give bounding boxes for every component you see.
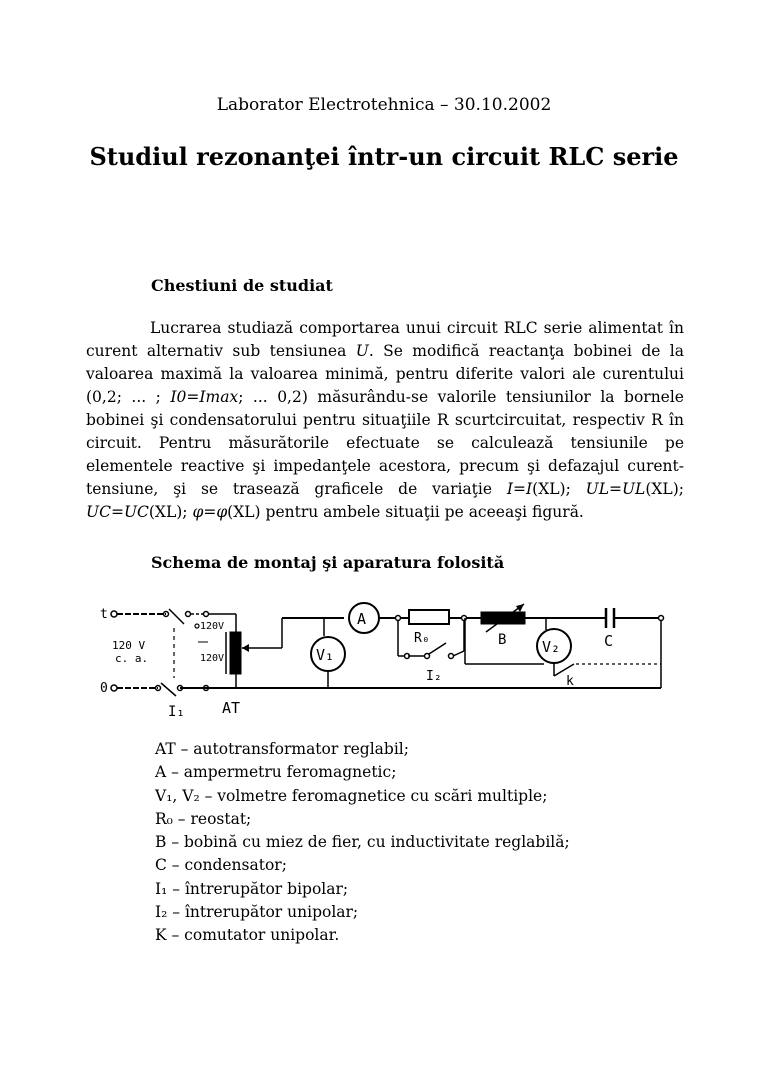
section-heading-schema: Schema de montaj şi aparatura folosită <box>151 553 505 572</box>
legend-item: I₁ – întrerupător bipolar; <box>155 879 349 898</box>
formula-part: (XL); <box>148 503 193 521</box>
para-text: ; ... 0,2) măsurându-se valorile tensiunilor la bornele bobinei şi condensatorului pentru situaţiile R scurtcircuitat, respectiv R în circuit. Pentru măsurătorile efectuate se calculează tensiunile pe elementele reactive şi impedanţele acestora, precum şi defazajul curent-tensiune, şi se trasează graficele de variaţie <box>86 388 684 498</box>
rheostat-r0 <box>409 610 449 624</box>
tap-mid-label: 120V <box>200 653 225 664</box>
section-paragraph <box>86 317 684 524</box>
formula-part: φ <box>216 503 228 521</box>
equipment-legend <box>155 738 570 948</box>
switch-i2-blade <box>429 643 446 654</box>
autotransformer-core <box>230 632 241 674</box>
legend-item: I₂ – întrerupător unipolar; <box>155 903 359 922</box>
formula-part: (XL); <box>645 480 684 498</box>
legend-item: C – condensator; <box>155 856 287 875</box>
legend-item: A – ampermetru feromagnetic; <box>155 763 397 782</box>
legend-item: B – bobină cu miez de fier, cu inductivitate reglabilă; <box>155 833 570 852</box>
ammeter-label: A <box>357 610 367 628</box>
section-heading-chestiuni: Chestiuni de studiat <box>151 276 333 295</box>
coil-b-label: B <box>498 632 507 648</box>
para-text: Lucrarea studiază comportarea unui circuit RLC serie alimentat în curent alternativ sub tensiunea <box>86 319 684 360</box>
para-var: I0 <box>170 388 187 406</box>
page-title: Studiul rezonanţei într-un circuit RLC serie <box>89 142 679 171</box>
autotransformer-label: AT <box>222 699 241 717</box>
formula-part: = <box>513 480 527 498</box>
legend-item: R₀ – reostat; <box>155 809 252 828</box>
rheostat-r0-label: R₀ <box>414 631 430 646</box>
formula-part: (XL); <box>532 480 586 498</box>
formula-part: UC <box>123 503 149 521</box>
switch-i2-label: I₂ <box>426 669 442 684</box>
formula-part: = <box>110 503 124 521</box>
switch-i1-blade-top <box>169 609 184 624</box>
circuit-diagram <box>96 596 676 721</box>
source-type-label: c. a. <box>115 652 149 665</box>
formula-part: = <box>608 480 622 498</box>
para-var: Imax <box>199 388 239 406</box>
legend-item: K – comutator unipolar. <box>155 926 340 945</box>
source-top-terminal <box>111 611 117 617</box>
legend-item: AT – autotransformator reglabil; <box>155 740 409 758</box>
formula-part: φ <box>192 503 204 521</box>
formula-part: (XL) <box>227 503 261 521</box>
page-header: Laborator Electrotehnica – 30.10.2002 <box>216 95 552 115</box>
source-bottom-label: 0 <box>100 681 108 696</box>
para-text: . Se modifică reactanţa bobinei de la valoarea maximă la valoarea minimă, pentru diferite valori ale curentului (0,2; ... ; <box>86 342 685 406</box>
formula-part: I <box>506 480 514 498</box>
para-var: U <box>355 342 369 360</box>
para-text: = <box>186 388 200 406</box>
commutator-k-label: k <box>566 674 574 689</box>
capacitor-c-label: C <box>604 632 614 650</box>
para-text: pentru ambele situaţii pe aceeaşi figură. <box>260 503 584 521</box>
voltmeter-v2-label: V₂ <box>542 638 561 656</box>
voltmeter-v1-label: V₁ <box>316 646 335 664</box>
formula-part: = <box>203 503 217 521</box>
source-bottom-terminal <box>111 685 117 691</box>
legend-item: V₁, V₂ – volmetre feromagnetice cu scări multiple; <box>155 786 548 805</box>
formula-part: UL <box>621 480 646 498</box>
source-voltage-label: 120 V <box>112 639 146 652</box>
tap-top-label: 120V <box>200 621 225 632</box>
coil-b <box>481 612 525 624</box>
formula-part: UC <box>86 503 111 521</box>
switch-i1-blade-bottom <box>161 683 176 696</box>
formula-part: I <box>526 480 533 498</box>
source-top-label: t <box>100 607 108 622</box>
switch-i1-label: I₁ <box>168 704 185 720</box>
formula-part: UL <box>585 480 609 498</box>
